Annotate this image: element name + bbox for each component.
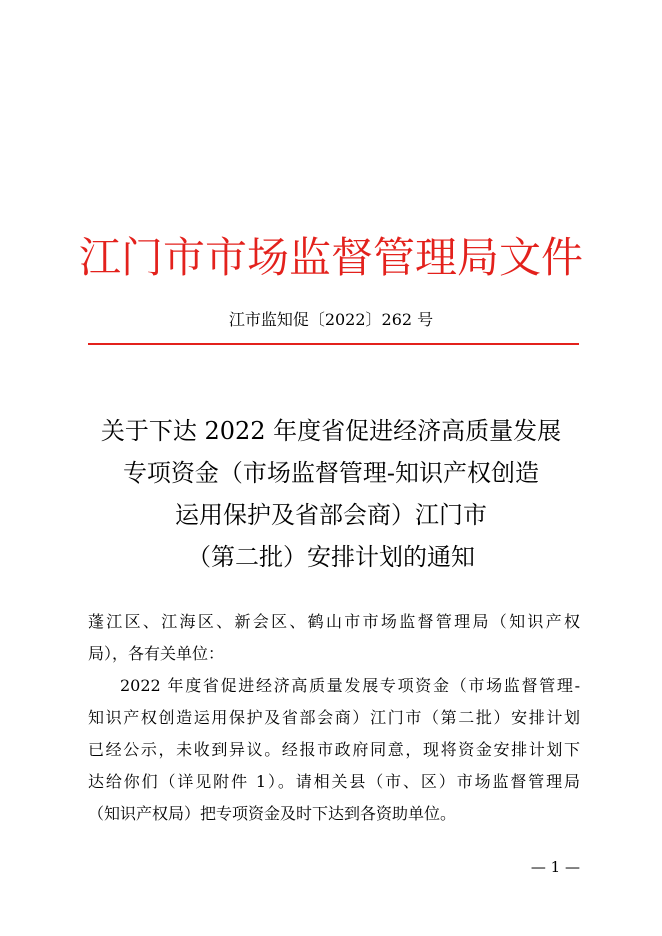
notice-title-line: 关于下达 2022 年度省促进经济高质量发展 [100,417,562,445]
page-number: — 1 — [530,858,580,876]
paragraph-line: 知识产权创造运用保护及省部会商）江门市（第二批）安排计划 [88,708,580,727]
paragraph-line: 已经公示，未收到异议。经报市政府同意，现将资金安排计划下 [88,740,580,759]
notice-body [88,606,580,830]
red-divider-line [88,343,579,345]
notice-title [0,410,662,578]
notice-title-line: 专项资金（市场监督管理-知识产权创造 [122,459,540,487]
notice-title-line: 运用保护及省部会商）江门市 [175,501,487,529]
paragraph-line: 达给你们（详见附件 1）。请相关县（市、区）市场监督管理局 [88,772,580,791]
paragraph-line: 2022 年度省促进经济高质量发展专项资金（市场监督管理- [120,676,580,695]
document-number: 江市监知促〔2022〕262 号 [228,310,434,329]
document-header-title: 江门市市场监督管理局文件 [78,233,583,282]
paragraph-line: （知识产权局）把专项资金及时下达到各资助单位。 [88,804,457,823]
notice-title-line: （第二批）安排计划的通知 [187,543,475,571]
addressee-line: 局），各有关单位： [88,644,225,663]
addressee-line: 蓬江区、江海区、新会区、鹤山市市场监督管理局（知识产权 [88,612,580,631]
